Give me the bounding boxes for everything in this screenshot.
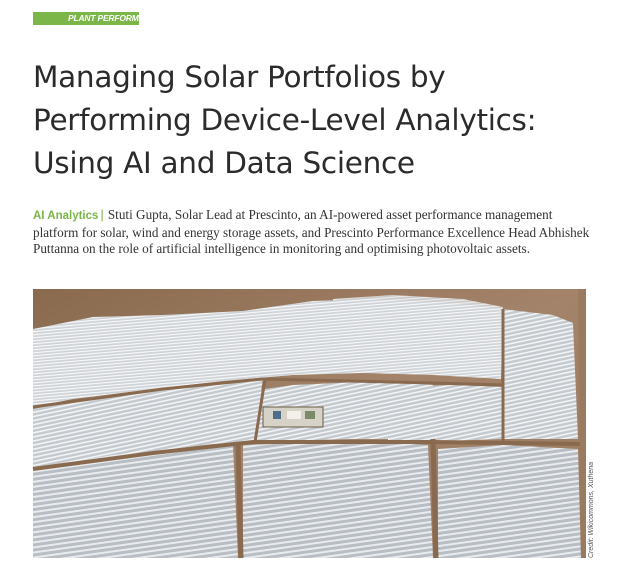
solar-plant-photo bbox=[33, 289, 586, 558]
intro-kicker: AI Analytics bbox=[33, 210, 99, 222]
solar-plant-illustration bbox=[33, 289, 586, 558]
intro-separator: | bbox=[100, 207, 104, 222]
section-tag: PLANT PERFORMANCE bbox=[33, 12, 139, 25]
headline-line-3: Using AI and Data Science bbox=[33, 146, 415, 180]
intro-text: Stuti Gupta, Solar Lead at Prescinto, an AI-powered asset performance management platform for solar, wind and energy storage assets, and Prescinto Performance Excellence Head Abhishek Puttanna on the role of artificial intelligence in monitoring and optimising photovoltaic assets. bbox=[33, 207, 590, 256]
photo-credit: Credit: Wikicommons, Xuthena bbox=[588, 461, 595, 558]
article-headline bbox=[33, 56, 593, 185]
article-intro bbox=[33, 207, 593, 258]
headline-line-1: Managing Solar Portfolios by bbox=[33, 60, 446, 94]
headline-line-2: Performing Device-Level Analytics: bbox=[33, 103, 537, 137]
